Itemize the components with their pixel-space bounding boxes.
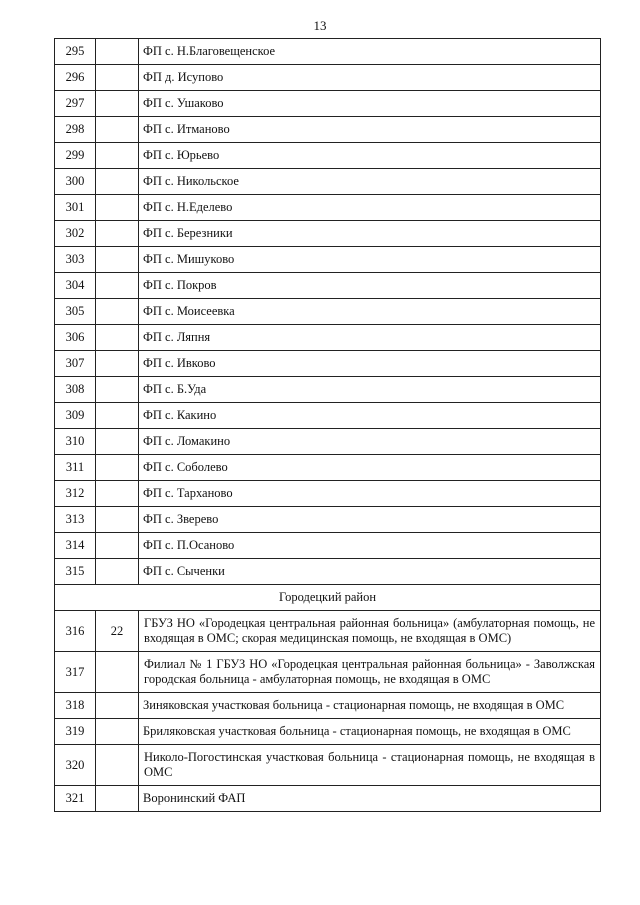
table-row [55, 247, 601, 273]
row-number-cell: 317 [55, 652, 96, 693]
facility-name-cell: ФП с. Ломакино [139, 429, 601, 455]
facility-name-cell: ФП с. Зверево [139, 507, 601, 533]
district-number-cell [96, 65, 139, 91]
row-number-cell: 314 [55, 533, 96, 559]
facility-name-cell: ФП с. П.Осаново [139, 533, 601, 559]
row-number-cell: 316 [55, 611, 96, 652]
table-row [55, 652, 601, 693]
facility-table [54, 38, 601, 812]
facility-name-cell: ФП с. Моисеевка [139, 299, 601, 325]
table-row [55, 195, 601, 221]
district-number-cell [96, 786, 139, 812]
table-row [55, 559, 601, 585]
district-number-cell [96, 169, 139, 195]
row-number-cell: 306 [55, 325, 96, 351]
row-number-cell: 303 [55, 247, 96, 273]
facility-name-cell: Воронинский ФАП [139, 786, 601, 812]
table-body-bottom [55, 611, 601, 812]
section-header [55, 585, 601, 611]
facility-name-cell: ФП с. Сыченки [139, 559, 601, 585]
facility-name-cell: Филиал № 1 ГБУЗ НО «Городецкая центральная районная больница» - Заволжская городская больница - амбулаторная помощь, не входящая в ОМС [139, 652, 601, 693]
table-row [55, 611, 601, 652]
district-number-cell [96, 117, 139, 143]
row-number-cell: 296 [55, 65, 96, 91]
district-number-cell [96, 325, 139, 351]
row-number-cell: 319 [55, 719, 96, 745]
row-number-cell: 310 [55, 429, 96, 455]
district-number-cell [96, 221, 139, 247]
facility-name-cell: ФП с. Тарханово [139, 481, 601, 507]
district-number-cell [96, 195, 139, 221]
table-row [55, 533, 601, 559]
facility-name-cell: ГБУЗ НО «Городецкая центральная районная больница» (амбулаторная помощь, не входящая в ОМС; скорая медицинская помощь, не входящая в ОМС) [139, 611, 601, 652]
page-number: 13 [313, 18, 327, 33]
table-row [55, 169, 601, 195]
district-number-cell [96, 351, 139, 377]
section-title: Городецкий район [55, 585, 601, 611]
facility-name-cell: ФП с. Юрьево [139, 143, 601, 169]
row-number-cell: 311 [55, 455, 96, 481]
district-number-cell [96, 299, 139, 325]
row-number-cell: 297 [55, 91, 96, 117]
district-number-cell [96, 273, 139, 299]
facility-name-cell: Николо-Погостинская участковая больница - стационарная помощь, не входящая в ОМС [139, 745, 601, 786]
row-number-cell: 301 [55, 195, 96, 221]
district-number-cell [96, 91, 139, 117]
table-row [55, 507, 601, 533]
row-number-cell: 315 [55, 559, 96, 585]
facility-name-cell: ФП с. Какино [139, 403, 601, 429]
table-row [55, 403, 601, 429]
facility-name-cell: ФП с. Мишуково [139, 247, 601, 273]
district-number-cell [96, 652, 139, 693]
table-row [55, 39, 601, 65]
row-number-cell: 298 [55, 117, 96, 143]
table-row [55, 693, 601, 719]
table-row [55, 91, 601, 117]
facility-name-cell: Бриляковская участковая больница - стационарная помощь, не входящая в ОМС [139, 719, 601, 745]
district-number-cell [96, 559, 139, 585]
row-number-cell: 320 [55, 745, 96, 786]
district-number-cell [96, 247, 139, 273]
table-row [55, 351, 601, 377]
row-number-cell: 300 [55, 169, 96, 195]
section-row [55, 585, 601, 611]
district-number-cell: 22 [96, 611, 139, 652]
row-number-cell: 307 [55, 351, 96, 377]
row-number-cell: 302 [55, 221, 96, 247]
district-number-cell [96, 745, 139, 786]
facility-name-cell: Зиняковская участковая больница - стационарная помощь, не входящая в ОМС [139, 693, 601, 719]
table-row [55, 429, 601, 455]
facility-name-cell: ФП д. Исупово [139, 65, 601, 91]
table-row [55, 143, 601, 169]
facility-name-cell: ФП с. Ушаково [139, 91, 601, 117]
facility-name-cell: ФП с. Б.Уда [139, 377, 601, 403]
facility-name-cell: ФП с. Никольское [139, 169, 601, 195]
district-number-cell [96, 533, 139, 559]
table-row [55, 221, 601, 247]
table-row [55, 325, 601, 351]
table-row [55, 455, 601, 481]
district-number-cell [96, 143, 139, 169]
district-number-cell [96, 693, 139, 719]
table-row [55, 65, 601, 91]
row-number-cell: 308 [55, 377, 96, 403]
facility-name-cell: ФП с. Березники [139, 221, 601, 247]
table-row [55, 117, 601, 143]
table-row [55, 299, 601, 325]
row-number-cell: 321 [55, 786, 96, 812]
facility-name-cell: ФП с. Соболево [139, 455, 601, 481]
facility-name-cell: ФП с. Ивково [139, 351, 601, 377]
table-row [55, 481, 601, 507]
table-row [55, 745, 601, 786]
district-number-cell [96, 719, 139, 745]
row-number-cell: 313 [55, 507, 96, 533]
row-number-cell: 312 [55, 481, 96, 507]
row-number-cell: 318 [55, 693, 96, 719]
table-row [55, 273, 601, 299]
row-number-cell: 299 [55, 143, 96, 169]
facility-name-cell: ФП с. Н.Благовещенское [139, 39, 601, 65]
facility-name-cell: ФП с. Покров [139, 273, 601, 299]
table-row [55, 377, 601, 403]
district-number-cell [96, 507, 139, 533]
row-number-cell: 295 [55, 39, 96, 65]
table-body-top [55, 39, 601, 585]
facility-name-cell: ФП с. Итманово [139, 117, 601, 143]
row-number-cell: 304 [55, 273, 96, 299]
district-number-cell [96, 39, 139, 65]
district-number-cell [96, 481, 139, 507]
district-number-cell [96, 377, 139, 403]
table-row [55, 786, 601, 812]
district-number-cell [96, 429, 139, 455]
facility-name-cell: ФП с. Н.Еделево [139, 195, 601, 221]
facility-name-cell: ФП с. Ляпня [139, 325, 601, 351]
district-number-cell [96, 455, 139, 481]
table-row [55, 719, 601, 745]
row-number-cell: 305 [55, 299, 96, 325]
district-number-cell [96, 403, 139, 429]
row-number-cell: 309 [55, 403, 96, 429]
